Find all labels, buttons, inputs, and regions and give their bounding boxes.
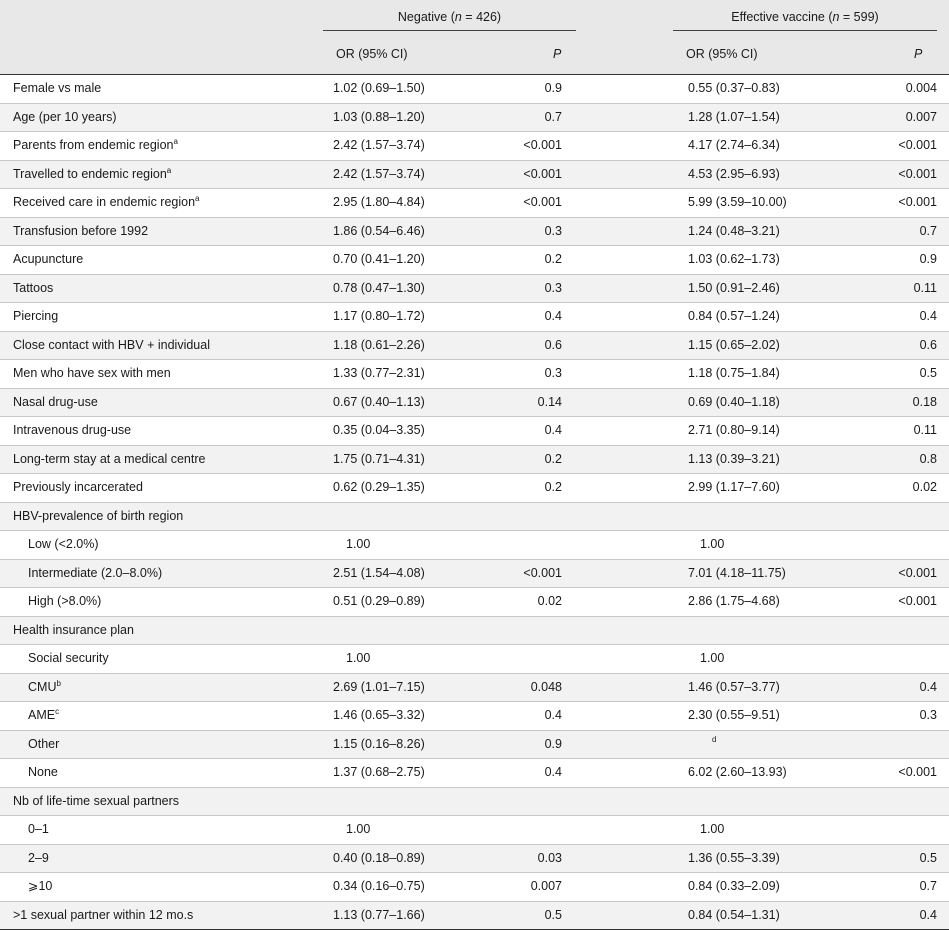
p-negative: 0.5 [545,902,562,930]
p-negative: 0.007 [531,873,562,901]
row-label [13,446,205,474]
row-label-text: None [28,765,58,779]
or-negative: 1.18 (0.61–2.26) [333,332,425,360]
or-negative: 0.62 (0.29–1.35) [333,474,425,502]
row-label [13,503,183,531]
table-row [0,189,949,218]
table-row [0,332,949,361]
p-negative: 0.14 [538,389,562,417]
table-row [0,75,949,104]
column-header-or: OR (95% CI) [686,47,758,61]
table-row [0,474,949,503]
table-row [0,873,949,902]
or-vaccine: 1.36 (0.55–3.39) [688,845,780,873]
row-label-text: Acupuncture [13,252,83,266]
row-label-text: Health insurance plan [13,623,134,637]
row-label [28,560,162,588]
row-label [13,218,148,246]
p-vaccine: 0.7 [920,873,937,901]
or-negative: 1.75 (0.71–4.31) [333,446,425,474]
or-negative: 2.42 (1.57–3.74) [333,161,425,189]
or-negative: 2.69 (1.01–7.15) [333,674,425,702]
or-negative: 0.70 (0.41–1.20) [333,246,425,274]
p-negative: 0.4 [545,702,562,730]
row-label-text: Long-term stay at a medical centre [13,452,205,466]
or-vaccine: 1.24 (0.48–3.21) [688,218,780,246]
p-vaccine: <0.001 [898,588,937,616]
row-label-text: Men who have sex with men [13,366,171,380]
table-row [0,360,949,389]
or-vaccine: 2.30 (0.55–9.51) [688,702,780,730]
p-negative: 0.3 [545,275,562,303]
or-vaccine: 1.00 [700,816,724,844]
row-label [13,617,134,645]
row-label-text: ⩾10 [28,879,52,893]
row-label-text: Transfusion before 1992 [13,224,148,238]
p-negative: 0.2 [545,246,562,274]
or-negative: 0.67 (0.40–1.13) [333,389,425,417]
table-row [0,588,949,617]
table-row [0,104,949,133]
row-label-text: Intravenous drug-use [13,423,131,437]
p-negative: 0.9 [545,731,562,759]
column-header-or: OR (95% CI) [336,47,408,61]
group-rule [673,30,937,31]
or-vaccine: 2.71 (0.80–9.14) [688,417,780,445]
row-label-text: Tattoos [13,281,53,295]
row-label-text: Close contact with HBV + individual [13,338,210,352]
or-vaccine: 1.18 (0.75–1.84) [688,360,780,388]
row-label-text: High (>8.0%) [28,594,101,608]
row-label-text: Age (per 10 years) [13,110,117,124]
p-negative: 0.3 [545,360,562,388]
p-vaccine: 0.6 [920,332,937,360]
or-negative: 1.33 (0.77–2.31) [333,360,425,388]
p-negative: <0.001 [523,189,562,217]
row-label [13,161,171,189]
p-vaccine: <0.001 [898,132,937,160]
row-label [13,75,101,103]
row-label [28,531,99,559]
table-row [0,303,949,332]
or-negative: 0.34 (0.16–0.75) [333,873,425,901]
p-vaccine: 0.3 [920,702,937,730]
table-row [0,218,949,247]
or-negative: 0.40 (0.18–0.89) [333,845,425,873]
row-label-text: Travelled to endemic region [13,167,167,181]
row-label-text: Parents from endemic region [13,138,174,152]
p-vaccine: 0.11 [914,417,937,445]
table-row [0,389,949,418]
p-negative: 0.2 [545,474,562,502]
or-vaccine: 0.69 (0.40–1.18) [688,389,780,417]
row-label [13,189,200,217]
or-vaccine: 1.28 (1.07–1.54) [688,104,780,132]
row-label-text: 0–1 [28,822,49,836]
footnote-marker: a [167,166,171,175]
row-label [13,303,58,331]
row-label [28,759,58,787]
or-negative: 0.35 (0.04–3.35) [333,417,425,445]
p-negative: 0.7 [545,104,562,132]
column-header-p: P [553,47,561,61]
p-negative: 0.048 [531,674,562,702]
or-negative: 1.86 (0.54–6.46) [333,218,425,246]
or-vaccine: 0.84 (0.33–2.09) [688,873,780,901]
row-label [13,104,117,132]
or-vaccine: 0.84 (0.54–1.31) [688,902,780,930]
row-label [13,389,98,417]
or-negative: 1.00 [346,645,370,673]
row-label [13,474,143,502]
table-row [0,246,949,275]
footnote-marker: b [56,679,60,688]
p-negative: 0.3 [545,218,562,246]
p-vaccine: 0.004 [906,75,937,103]
or-negative: 2.42 (1.57–3.74) [333,132,425,160]
or-vaccine: 4.17 (2.74–6.34) [688,132,780,160]
p-vaccine: 0.02 [913,474,937,502]
or-negative: 0.78 (0.47–1.30) [333,275,425,303]
row-label-text: Nasal drug-use [13,395,98,409]
p-negative: 0.4 [545,759,562,787]
footnote-marker: a [174,137,178,146]
footnote-marker: c [55,707,59,716]
p-vaccine: <0.001 [898,759,937,787]
row-label [28,731,59,759]
row-label [28,873,52,901]
row-label [28,674,61,702]
or-vaccine: 1.46 (0.57–3.77) [688,674,780,702]
or-negative: 1.03 (0.88–1.20) [333,104,425,132]
or-vaccine: 1.00 [700,645,724,673]
row-label-text: Intermediate (2.0–8.0%) [28,566,162,580]
table-row [0,845,949,874]
row-label [13,788,179,816]
table-row [0,788,949,817]
row-label-text: Nb of life-time sexual partners [13,794,179,808]
table-row [0,531,949,560]
or-vaccine: 0.84 (0.57–1.24) [688,303,780,331]
row-label [13,417,131,445]
or-vaccine: 2.86 (1.75–4.68) [688,588,780,616]
p-vaccine: <0.001 [898,189,937,217]
table-row [0,759,949,788]
table-row [0,731,949,760]
p-vaccine: 0.7 [920,218,937,246]
table-row [0,417,949,446]
or-vaccine: 5.99 (3.59–10.00) [688,189,787,217]
or-negative: 1.37 (0.68–2.75) [333,759,425,787]
row-label-text: Received care in endemic region [13,195,195,209]
or-vaccine: d [712,726,716,754]
group-header-effective-vaccine: Effective vaccine (n = 599) [673,10,937,24]
p-vaccine: 0.4 [920,902,937,930]
p-vaccine: 0.5 [920,845,937,873]
p-negative: 0.4 [545,417,562,445]
table-row [0,275,949,304]
or-negative: 1.02 (0.69–1.50) [333,75,425,103]
or-negative: 1.15 (0.16–8.26) [333,731,425,759]
or-negative: 1.46 (0.65–3.32) [333,702,425,730]
row-label-text: Piercing [13,309,58,323]
p-negative: 0.03 [538,845,562,873]
or-vaccine: 4.53 (2.95–6.93) [688,161,780,189]
row-label [13,246,83,274]
or-negative: 2.95 (1.80–4.84) [333,189,425,217]
p-vaccine: 0.8 [920,446,937,474]
column-header-p: P [914,47,922,61]
table-row [0,674,949,703]
p-negative: 0.6 [545,332,562,360]
table-row [0,617,949,646]
or-vaccine: 1.13 (0.39–3.21) [688,446,780,474]
p-negative: 0.02 [538,588,562,616]
table-row [0,161,949,190]
p-vaccine: 0.007 [906,104,937,132]
row-label [28,845,49,873]
p-negative: 0.9 [545,75,562,103]
row-label-text: 2–9 [28,851,49,865]
row-label-text: Previously incarcerated [13,480,143,494]
or-vaccine: 1.15 (0.65–2.02) [688,332,780,360]
or-negative: 2.51 (1.54–4.08) [333,560,425,588]
p-vaccine: <0.001 [898,560,937,588]
or-negative: 1.13 (0.77–1.66) [333,902,425,930]
or-negative: 1.00 [346,816,370,844]
row-label [13,132,178,160]
footnote-marker: a [195,194,199,203]
row-label [28,588,101,616]
p-negative: <0.001 [523,132,562,160]
p-negative: 0.2 [545,446,562,474]
row-label-text: Female vs male [13,81,101,95]
p-vaccine: 0.5 [920,360,937,388]
p-vaccine: 0.4 [920,674,937,702]
or-vaccine: 1.03 (0.62–1.73) [688,246,780,274]
table-row [0,902,949,930]
p-negative: <0.001 [523,560,562,588]
table-row [0,702,949,731]
row-label [28,645,109,673]
row-label [28,816,49,844]
or-vaccine: 6.02 (2.60–13.93) [688,759,787,787]
p-negative: 0.4 [545,303,562,331]
group-header-negative: Negative (n = 426) [323,10,576,24]
p-vaccine: 0.4 [920,303,937,331]
p-vaccine: 0.11 [914,275,937,303]
row-label [13,332,210,360]
p-vaccine: <0.001 [898,161,937,189]
table-row [0,132,949,161]
or-negative: 1.00 [346,531,370,559]
row-label-text: Low (<2.0%) [28,537,99,551]
or-vaccine: 0.55 (0.37–0.83) [688,75,780,103]
table-body [0,75,949,930]
row-label [13,902,193,930]
row-label-text: HBV-prevalence of birth region [13,509,183,523]
or-negative: 1.17 (0.80–1.72) [333,303,425,331]
table-row [0,645,949,674]
p-vaccine: 0.18 [913,389,937,417]
p-negative: <0.001 [523,161,562,189]
or-vaccine: 1.50 (0.91–2.46) [688,275,780,303]
or-negative: 0.51 (0.29–0.89) [333,588,425,616]
table-header [0,0,949,75]
row-label [28,702,59,730]
or-vaccine: 1.00 [700,531,724,559]
row-label [13,275,53,303]
row-label-text: >1 sexual partner within 12 mo.s [13,908,193,922]
group-rule [323,30,576,31]
row-label-text: Other [28,737,59,751]
row-label-text: Social security [28,651,109,665]
row-label [13,360,171,388]
row-label-text: CMU [28,680,56,694]
or-vaccine: 2.99 (1.17–7.60) [688,474,780,502]
table-row [0,560,949,589]
or-vaccine: 7.01 (4.18–11.75) [688,560,786,588]
p-vaccine: 0.9 [920,246,937,274]
table-row [0,816,949,845]
table-row [0,503,949,532]
row-label-text: AME [28,708,55,722]
table-row [0,446,949,475]
